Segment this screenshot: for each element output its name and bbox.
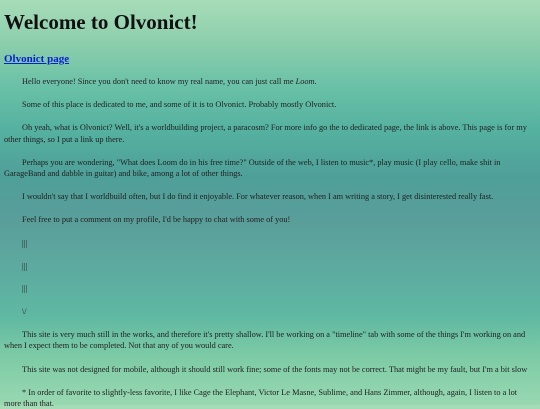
free-time-paragraph: Perhaps you are wondering, "What does Loom do in his free time?" Outside of the web, I listen to music*, play music (I play cello, make shit in GarageBand and dabble in guitar) and bike, among a lot of other things. <box>4 157 501 179</box>
page-title: Welcome to Olvonict! <box>4 10 198 34</box>
music-footnote-paragraph: * In order of favorite to slightly-less favorite, I like Cage the Elephant, Victor Le Masne, Sublime, and Hans Zimmer, although, again, I listen to a lot more than that. <box>4 387 518 408</box>
loom-name: Loom <box>295 77 315 86</box>
dedication-paragraph: Some of this place is dedicated to me, and some of it is to Olvonict. Probably mostly Olvonict. <box>22 100 337 110</box>
divider-arrow: \/ <box>22 307 27 317</box>
comment-paragraph: Feel free to put a comment on my profile, I'd be happy to chat with some of you! <box>22 215 291 225</box>
mobile-note-paragraph: This site was not designed for mobile, although it should still work fine; some of the fonts may not be correct. That might be my fault, but I'm a bit slow <box>22 364 528 374</box>
intro-period: . <box>314 77 317 86</box>
intro-paragraph <box>4 76 536 87</box>
divider-mark-2: ||| <box>22 261 27 271</box>
divider-mark-1: ||| <box>22 238 27 248</box>
olvonict-explanation-paragraph: Oh yeah, what is Olvonict? Well, it's a worldbuilding project, a paracosm? For more info go the to dedicated page, the link is above. This page is for my other things, so I put a link up there. <box>4 123 527 144</box>
divider-mark-3: ||| <box>22 284 27 294</box>
works-in-progress-paragraph: This site is very much still in the works, and therefore it's pretty shallow. I'll be working on a "timeline" tab with some of the things I'm working on and when I expect them to be completed. Not that any of you would care. <box>4 330 526 351</box>
intro-text: Hello everyone! Since you don't need to know my real name, you can just call me <box>22 77 296 86</box>
worldbuild-paragraph: I wouldn't say that I worldbuild often, but I do find it enjoyable. For whatever reason, when I am writing a story, I get disinterested really fast. <box>22 192 494 202</box>
olvonict-page-link[interactable]: Olvonict page <box>4 53 70 65</box>
